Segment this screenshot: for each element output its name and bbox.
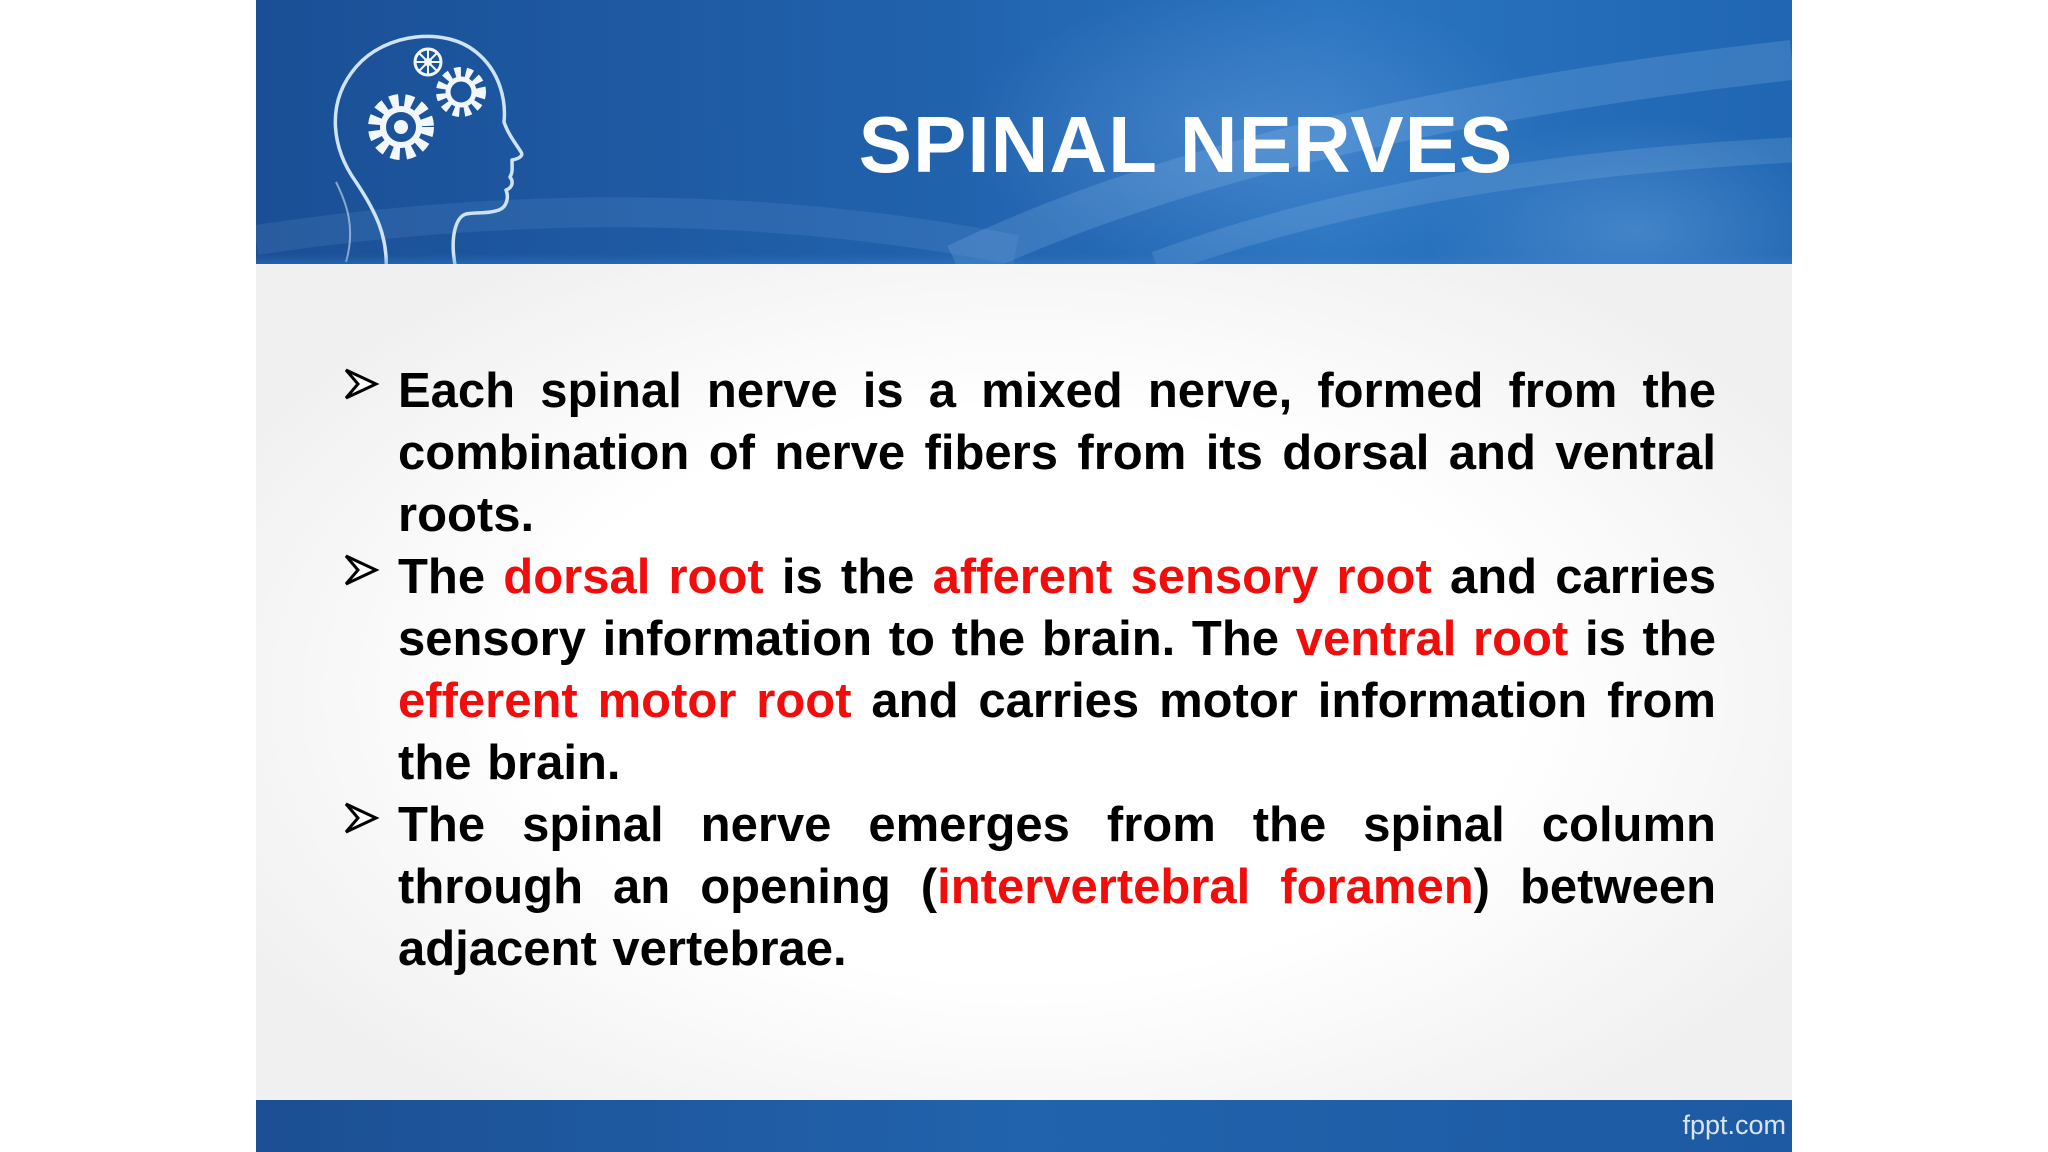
slide-title: SPINAL NERVES <box>858 100 1514 189</box>
highlight-dorsal-root: dorsal root <box>503 550 764 604</box>
text-segment: The spinal nerve emerges from the spinal column through an opening ( <box>398 798 1716 914</box>
header-bottom-edge <box>256 254 1792 264</box>
text-segment: ) between adjacent vertebrae. <box>398 860 1717 976</box>
text-segment: is the <box>1568 612 1716 666</box>
text-segment: , formed from the combination of nerve fibers from its dorsal and ventral roots. <box>398 364 1716 542</box>
highlight-ventral-root: ventral root <box>1295 612 1569 666</box>
slide-header <box>256 0 1792 264</box>
text-segment-emphasis: mixed nerve <box>981 364 1279 418</box>
bullet-item <box>342 794 1716 980</box>
bullet-item <box>342 360 1716 546</box>
bullet-text <box>398 794 1716 980</box>
footer-credit: fppt.com <box>1682 1110 1786 1140</box>
text-segment: and carries motor information from the brain. <box>398 674 1717 790</box>
bullet-item <box>342 546 1716 794</box>
bullet-text <box>398 546 1716 794</box>
text-segment: is the <box>763 550 933 604</box>
text-segment: The <box>398 550 504 604</box>
head-with-gears-icon <box>316 22 556 272</box>
slide <box>256 0 1792 1152</box>
bullet-text <box>398 360 1716 546</box>
text-segment: and carries sensory information to the brain. The <box>398 550 1716 666</box>
arrow-bullet-icon <box>342 364 382 408</box>
slide-footer <box>256 1100 1792 1152</box>
bullet-list <box>342 360 1716 980</box>
highlight-intervertebral-foramen: intervertebral foramen <box>937 860 1474 914</box>
arrow-bullet-icon <box>342 798 382 842</box>
highlight-afferent-sensory-root: afferent sensory root <box>932 550 1432 604</box>
highlight-efferent-motor-root: efferent motor root <box>398 674 852 728</box>
arrow-bullet-icon <box>342 550 382 594</box>
text-segment: Each spinal nerve is a <box>398 364 982 418</box>
